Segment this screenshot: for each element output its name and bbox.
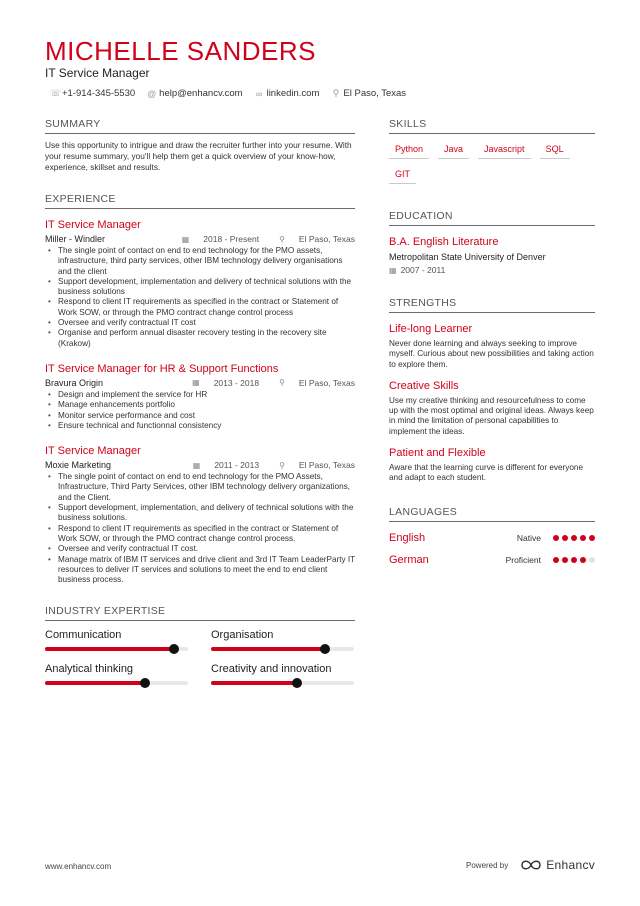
education-dates: 2007 - 2011 xyxy=(400,265,446,275)
candidate-name: MICHELLE SANDERS xyxy=(45,36,316,66)
job-location: El Paso, Texas xyxy=(298,234,355,244)
expertise-bar xyxy=(211,647,354,651)
strengths-section xyxy=(389,297,595,484)
skill-tag: Java xyxy=(438,140,469,159)
candidate-title: IT Service Manager xyxy=(45,66,150,80)
left-column xyxy=(45,118,355,697)
contact-bar xyxy=(50,88,418,99)
skills-heading: SKILLS xyxy=(389,118,595,134)
expertise-bar-fill xyxy=(211,681,297,685)
job-entry xyxy=(45,219,355,349)
phone-icon: ☏ xyxy=(50,88,62,98)
job-title: IT Service Manager for HR & Support Functions xyxy=(45,362,279,375)
language-dot-filled xyxy=(553,557,559,563)
job-entry xyxy=(45,363,355,431)
language-level: Proficient xyxy=(505,554,541,565)
calendar-icon: ▦ xyxy=(192,460,201,470)
expertise-section xyxy=(45,605,355,697)
footer-website[interactable]: www.enhancv.com xyxy=(45,862,112,871)
language-dot-empty xyxy=(589,557,595,563)
contact-phone-text: +1-914-345-5530 xyxy=(62,88,136,99)
education-dates-row xyxy=(389,265,595,275)
job-title: IT Service Manager xyxy=(45,219,141,231)
skill-tag: Python xyxy=(389,140,429,159)
strength-item xyxy=(389,323,595,370)
job-company: Bravura Origin xyxy=(45,377,104,388)
footer-branding[interactable] xyxy=(466,858,595,872)
language-dot-filled xyxy=(562,557,568,563)
language-dot-filled xyxy=(571,557,577,563)
calendar-icon: ▦ xyxy=(181,234,190,244)
brand-name: Enhancv xyxy=(546,858,596,872)
job-meta xyxy=(45,460,355,470)
calendar-icon: ▦ xyxy=(389,265,397,275)
strength-item xyxy=(389,380,595,437)
location-pin-icon: ⚲ xyxy=(279,234,285,244)
calendar-icon: ▦ xyxy=(192,378,200,388)
powered-by-text: Powered by xyxy=(466,860,509,870)
language-dot-filled xyxy=(571,535,577,541)
contact-phone[interactable] xyxy=(50,88,135,99)
right-column xyxy=(389,118,595,566)
summary-heading: SUMMARY xyxy=(45,118,355,134)
link-icon: ∞ xyxy=(255,88,263,99)
education-heading: EDUCATION xyxy=(389,210,595,226)
language-level: Native xyxy=(516,532,541,543)
summary-section xyxy=(45,118,355,173)
strength-title: Life-long Learner xyxy=(389,323,473,335)
language-dots xyxy=(550,557,595,563)
language-dots xyxy=(550,535,595,541)
job-bullets xyxy=(45,390,355,431)
expertise-bar xyxy=(45,647,188,651)
education-degree: B.A. English Literature xyxy=(389,236,499,248)
expertise-item xyxy=(211,663,354,685)
expertise-bar xyxy=(211,681,354,685)
language-item xyxy=(389,554,595,566)
strength-item xyxy=(389,447,595,484)
contact-email-text: help@enhancv.com xyxy=(159,88,243,99)
language-dot-filled xyxy=(580,535,586,541)
language-dot-filled xyxy=(589,535,595,541)
job-bullets xyxy=(45,472,355,585)
expertise-item xyxy=(211,629,354,651)
job-company: Moxie Marketing xyxy=(45,460,112,471)
job-bullet: • The single point of contact on end to end technology for the PMO Assets, Infrastructure, Third Party Services, other IBM technology delivery organizations, and the Client. xyxy=(45,472,355,503)
expertise-heading: INDUSTRY EXPERTISE xyxy=(45,605,355,621)
job-bullet: • Support development, implementation and delivery of technical solutions with the business solutions xyxy=(45,277,355,298)
job-dates: 2018 - Present xyxy=(203,234,260,244)
experience-heading: EXPERIENCE xyxy=(45,193,355,209)
job-bullet: • Ensure technical and functionnal consistency xyxy=(45,421,355,431)
strength-title: Patient and Flexible xyxy=(389,447,486,460)
job-bullet: • Oversee and verify contractual IT cost. xyxy=(45,544,355,554)
expertise-bar-fill xyxy=(45,647,174,651)
languages-heading: LANGUAGES xyxy=(389,506,595,522)
contact-email[interactable] xyxy=(147,88,242,99)
skills-list xyxy=(389,140,595,190)
skill-tag: SQL xyxy=(540,140,570,159)
job-location: El Paso, Texas xyxy=(298,460,355,471)
education-school: Metropolitan State University of Denver xyxy=(389,252,546,262)
job-bullet: • Manage enhancements portfolio xyxy=(45,400,355,410)
strength-desc: Use my creative thinking and resourcefulness to come up with the most optimal and original ideas. Always keep in mind the limitation of personal capabilities to implement the ideas. xyxy=(389,395,594,436)
language-name: English xyxy=(389,531,426,544)
expertise-bar-knob xyxy=(292,678,302,688)
job-bullet: • Manage matrix of IBM IT services and drive client and 3rd IT Team LeaderParty IT resources to deliver IT services and solutions to meet the end to end client business process. xyxy=(45,555,355,586)
job-bullet: • Oversee and verify contractual IT cost xyxy=(45,318,355,328)
strength-desc: Aware that the learning curve is different for everyone and adapt to each student. xyxy=(389,463,584,483)
location-pin-icon: ⚲ xyxy=(332,88,340,98)
job-bullet: • Design and implement the service for HR xyxy=(45,390,355,400)
expertise-bar xyxy=(45,681,188,685)
location-pin-icon: ⚲ xyxy=(279,378,285,388)
job-dates: 2013 - 2018 xyxy=(213,377,260,388)
expertise-bar-knob xyxy=(140,678,150,688)
enhancv-logo-icon xyxy=(520,859,542,871)
expertise-grid xyxy=(45,629,355,697)
languages-section xyxy=(389,506,595,566)
language-dot-filled xyxy=(553,535,559,541)
expertise-label: Communication xyxy=(45,629,122,642)
job-bullet: • Support development, implementation, and delivery of technical solutions with the business solutions. xyxy=(45,503,355,524)
language-item xyxy=(389,532,595,544)
job-entry xyxy=(45,445,355,585)
job-dates: 2011 - 2013 xyxy=(214,460,260,471)
job-bullet: • Respond to client IT requirements as specified in the contract or Statement of Work SOW, or through the PMO contract change control process. xyxy=(45,524,355,545)
expertise-item xyxy=(45,663,188,685)
expertise-bar-fill xyxy=(211,647,325,651)
strength-title: Creative Skills xyxy=(389,379,459,392)
job-bullet: • Monitor service performance and cost xyxy=(45,411,355,421)
job-location: El Paso, Texas xyxy=(298,377,355,388)
contact-linkedin[interactable] xyxy=(255,88,320,99)
expertise-bar-knob xyxy=(320,644,330,654)
strengths-heading: STRENGTHS xyxy=(389,297,595,313)
summary-text: Use this opportunity to intrigue and draw the recruiter further into your resume. With your resume summary, you'll help them get a quick overview of your know-how, experience, skillset and results. xyxy=(45,140,352,172)
job-bullet: • The single point of contact on end to end technology for the PMO assets, infrastructure, third party services, other IBM technology delivery organisations and the client xyxy=(45,246,355,277)
skill-tag: GIT xyxy=(389,165,416,184)
language-dot-filled xyxy=(562,535,568,541)
job-bullet: • Respond to client IT requirements as specified in the contract or Statement of Work SOW, or through the PMO contract change control process xyxy=(45,297,355,318)
expertise-item xyxy=(45,629,188,651)
strength-desc: Never done learning and always seeking to improve myself. Curious about new possibilities and taking action to explore them. xyxy=(389,339,594,369)
expertise-label: Organisation xyxy=(211,629,274,642)
experience-section xyxy=(45,193,355,585)
job-meta xyxy=(45,378,355,388)
location-pin-icon: ⚲ xyxy=(279,460,285,470)
skill-tag: Javascript xyxy=(478,140,531,159)
contact-location xyxy=(331,88,406,99)
expertise-bar-knob xyxy=(169,644,179,654)
contact-location-text: El Paso, Texas xyxy=(343,88,407,99)
at-icon: @ xyxy=(147,88,157,99)
education-section xyxy=(389,210,595,275)
job-bullets xyxy=(45,246,355,349)
expertise-label: Analytical thinking xyxy=(45,663,134,676)
job-title: IT Service Manager xyxy=(45,445,141,458)
job-meta xyxy=(45,234,355,244)
contact-linkedin-text: linkedin.com xyxy=(266,88,320,99)
language-name: German xyxy=(389,553,429,566)
job-company: Miller - Windler xyxy=(45,234,106,244)
job-bullet: • Organise and perform annual disaster recovery testing in the recovery site (Krakow) xyxy=(45,328,355,349)
expertise-bar-fill xyxy=(45,681,145,685)
skills-section xyxy=(389,118,595,190)
expertise-label: Creativity and innovation xyxy=(211,663,332,676)
language-dot-filled xyxy=(580,557,586,563)
